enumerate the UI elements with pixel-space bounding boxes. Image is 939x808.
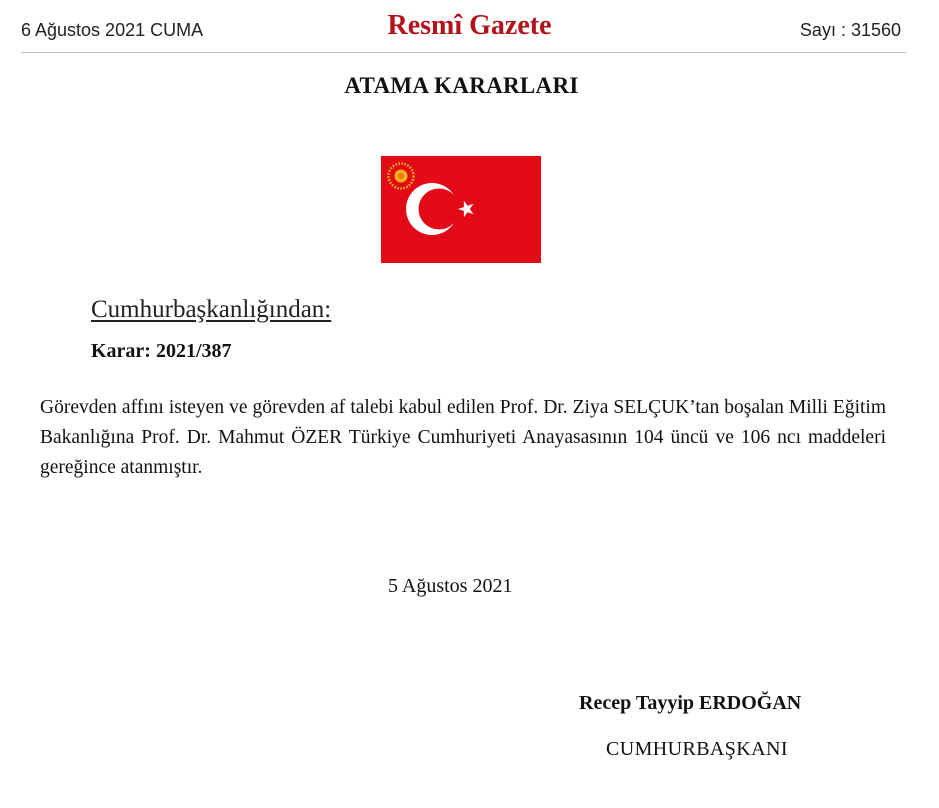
section-heading: ATAMA KARARLARI — [344, 73, 579, 98]
masthead-divider — [21, 52, 906, 53]
masthead-issue-number: Sayı : 31560 — [799, 20, 901, 40]
signer-title: CUMHURBAŞKANI — [606, 738, 788, 760]
decision-number: Karar: 2021/387 — [91, 340, 232, 362]
decision-body: Görevden affını isteyen ve görevden af talebi kabul edilen Prof. Dr. Ziya SELÇUK’tan boşalan Milli Eğitim Bakanlığına Prof. Dr. Mahmut ÖZER Türkiye Cumhuriyeti Anayasasının 104 üncü ve 106 ncı maddeleri gereğince atanmıştır. — [40, 397, 886, 478]
masthead-title: Resmî Gazete — [387, 10, 552, 41]
issuer-heading: Cumhurbaşkanlığından: — [91, 296, 332, 323]
masthead-date: 6 Ağustos 2021 CUMA — [21, 20, 204, 40]
signer-name: Recep Tayyip ERDOĞAN — [579, 692, 802, 714]
signature-date: 5 Ağustos 2021 — [388, 575, 513, 597]
turkish-flag-emblem-icon — [381, 156, 541, 263]
